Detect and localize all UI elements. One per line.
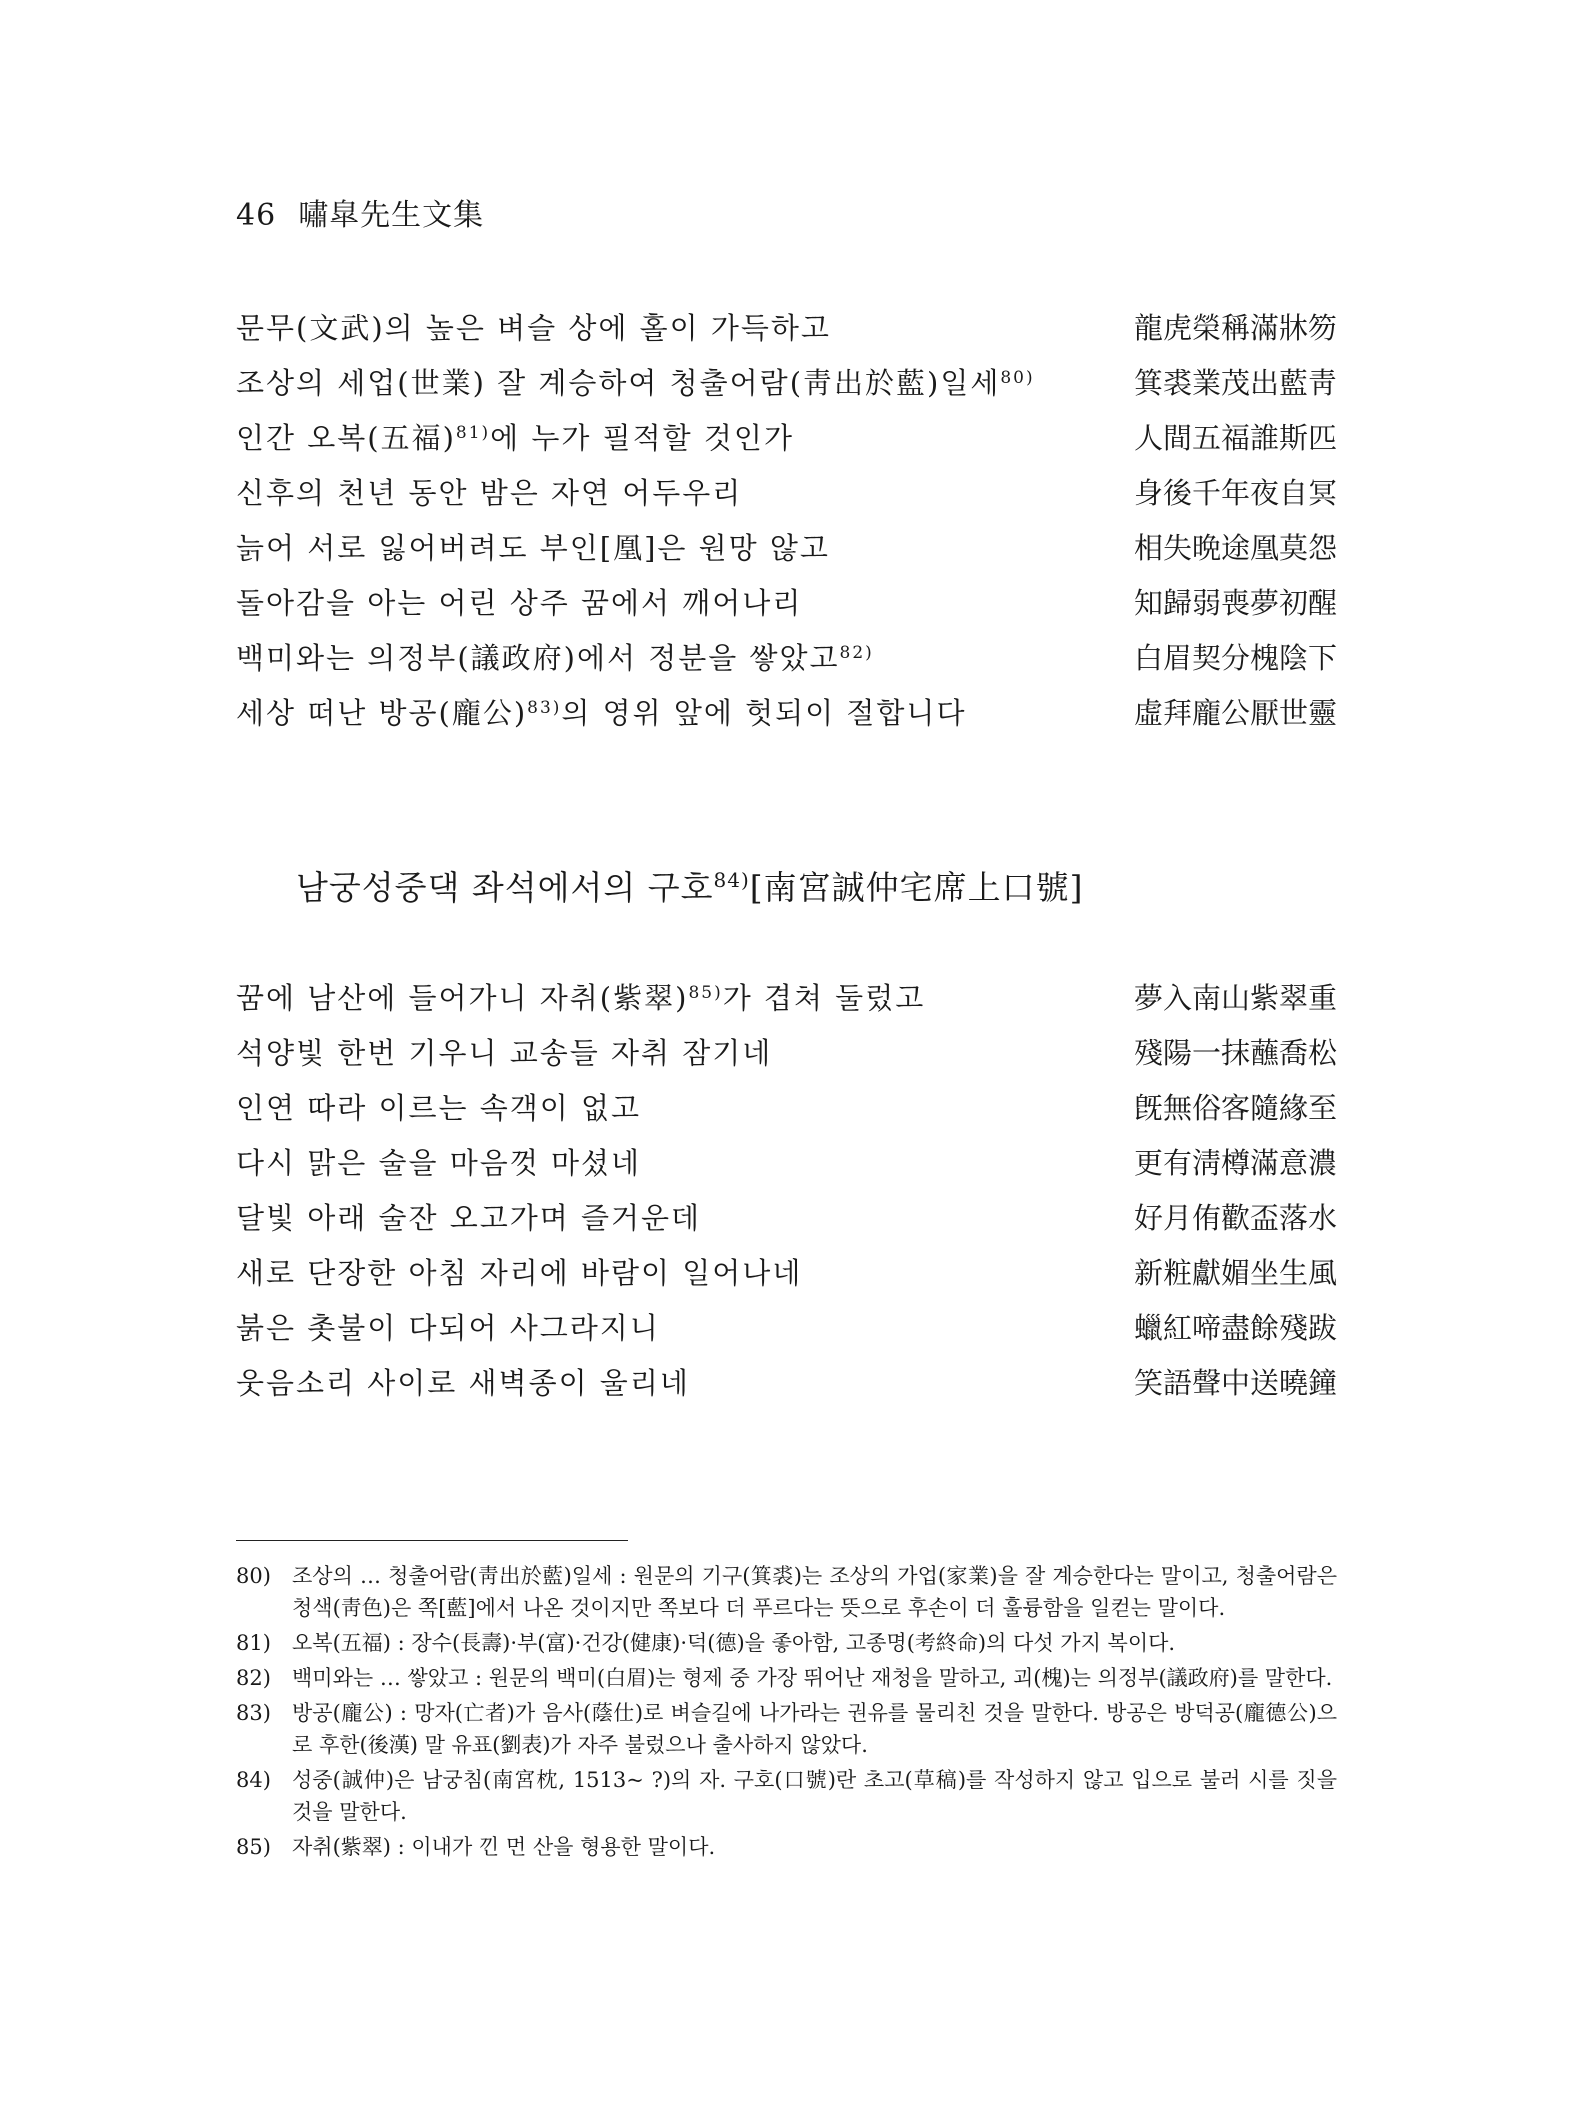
korean-translation: 문무(文武)의 높은 벼슬 상에 홀이 가득하고 (236, 311, 831, 345)
korean-text: 꿈에 남산에 들어가니 자취(紫翠) (236, 981, 689, 1015)
korean-text-continued: 가 겹쳐 둘렀고 (722, 981, 926, 1015)
footnote (236, 1627, 1337, 1659)
chinese-original: 相失晩途凰莫怨 (1133, 531, 1337, 565)
chinese-original: 好月侑歡盃落水 (1133, 1201, 1337, 1235)
poem-2-title (296, 862, 1084, 909)
footnote (236, 1662, 1337, 1694)
poem-line (236, 471, 1337, 526)
korean-translation: 다시 맑은 술을 마음껏 마셨네 (236, 1146, 642, 1180)
poem-1 (236, 306, 1337, 746)
poem-line (236, 306, 1337, 361)
korean-translation (236, 636, 874, 677)
chinese-original: 夢入南山紫翠重 (1133, 981, 1337, 1015)
title-korean: 남궁성중댁 좌석에서의 구호 (296, 868, 714, 907)
footnote-ref[interactable]: 83) (527, 698, 562, 718)
title-chinese: [南宮誠仲宅席上口號] (749, 868, 1084, 907)
page-number: 46 (236, 198, 277, 233)
footnote-text: 방공(龐公) : 망자(亡者)가 음사(蔭仕)로 벼슬길에 나가라는 권유를 물리친 것을 말한다. 방공은 방덕공(龐德公)으로 후한(後漢) 말 유표(劉表)가 자주 불렀으나 출사하지 않았다. (292, 1701, 1337, 1757)
footnote-number: 81) (236, 1631, 271, 1655)
poem-line (236, 636, 1337, 691)
footnote-number: 82) (236, 1666, 271, 1690)
chinese-original: 白眉契分槐陰下 (1133, 641, 1337, 675)
poem-2 (236, 976, 1337, 1416)
poem-line (236, 1031, 1337, 1086)
footnote (236, 1831, 1337, 1863)
footnote-number: 85) (236, 1835, 271, 1859)
poem-line (236, 1141, 1337, 1196)
korean-translation: 달빛 아래 술잔 오고가며 즐거운데 (236, 1201, 702, 1235)
korean-translation: 신후의 천년 동안 밤은 자연 어두우리 (236, 476, 743, 510)
korean-text-continued: 의 영위 앞에 헛되이 절합니다 (561, 696, 967, 730)
chinese-original: 旣無俗客隨緣至 (1133, 1091, 1337, 1125)
footnote-ref[interactable]: 85) (688, 983, 723, 1003)
korean-translation (236, 416, 794, 457)
chinese-original: 知歸弱喪夢初醒 (1133, 586, 1337, 620)
poem-line (236, 976, 1337, 1031)
korean-translation: 웃음소리 사이로 새벽종이 울리네 (236, 1366, 690, 1400)
footnotes (236, 1560, 1337, 1866)
chinese-original: 虛拜龐公厭世靈 (1133, 696, 1337, 730)
footnote-number: 84) (236, 1768, 271, 1792)
book-title: 嘯皐先生文集 (298, 198, 485, 233)
footnote-text: 백미와는 … 쌓았고 : 원문의 백미(白眉)는 형제 중 가장 뛰어난 재청을 말하고, 괴(槐)는 의정부(議政府)를 말한다. (292, 1666, 1333, 1690)
poem-line (236, 691, 1337, 746)
poem-line (236, 1086, 1337, 1141)
korean-text: 조상의 세업(世業) 잘 계승하여 청출어람(靑出於藍)일세 (236, 366, 1001, 400)
korean-translation: 새로 단장한 아침 자리에 바람이 일어나네 (236, 1256, 803, 1290)
footnote-ref[interactable]: 81) (455, 423, 491, 443)
chinese-original: 更有淸樽滿意濃 (1133, 1146, 1337, 1180)
footnote-ref[interactable]: 84) (713, 868, 750, 892)
footnote (236, 1560, 1337, 1624)
chinese-original: 殘陽一抹蘸喬松 (1133, 1036, 1337, 1070)
korean-translation: 늙어 서로 잃어버려도 부인[凰]은 원망 않고 (236, 531, 830, 565)
footnote (236, 1697, 1337, 1761)
footnote-number: 80) (236, 1564, 271, 1588)
poem-line (236, 416, 1337, 471)
footnote-number: 83) (236, 1701, 271, 1725)
poem-line (236, 1251, 1337, 1306)
poem-line (236, 1306, 1337, 1361)
korean-translation: 돌아감을 아는 어린 상주 꿈에서 깨어나리 (236, 586, 803, 620)
footnote-ref[interactable]: 80) (1000, 368, 1035, 388)
korean-text: 세상 떠난 방공(龐公) (236, 696, 528, 730)
footnote-text: 자취(紫翠) : 이내가 낀 먼 산을 형용한 말이다. (292, 1835, 716, 1859)
chinese-original: 龍虎榮稱滿牀笏 (1133, 311, 1337, 345)
running-header (236, 190, 484, 234)
korean-translation (236, 361, 1035, 402)
poem-line (236, 1361, 1337, 1416)
poem-line (236, 581, 1337, 636)
chinese-original: 身後千年夜自冥 (1133, 476, 1337, 510)
poem-line (236, 526, 1337, 581)
korean-translation (236, 976, 925, 1017)
footnote-ref[interactable]: 82) (839, 643, 874, 663)
korean-translation: 석양빛 한번 기우니 교송들 자취 잠기네 (236, 1036, 773, 1070)
korean-translation (236, 691, 966, 732)
korean-text: 백미와는 의정부(議政府)에서 정분을 쌓았고 (236, 641, 840, 675)
chinese-original: 人間五福誰斯匹 (1133, 421, 1337, 455)
footnote-text: 조상의 … 청출어람(靑出於藍)일세 : 원문의 기구(箕裘)는 조상의 가업(家業)을 잘 계승한다는 말이고, 청출어람은 청색(靑色)은 쪽[藍]에서 나온 것이지만 쪽보다 더 푸르다는 뜻으로 후손이 더 훌륭함을 일컫는 말이다. (292, 1564, 1337, 1620)
chinese-original: 蠟紅啼盡餘殘跋 (1133, 1311, 1337, 1345)
footnote-text: 성중(誠仲)은 남궁침(南宮枕, 1513~ ?)의 자. 구호(口號)란 초고(草稿)를 작성하지 않고 입으로 불러 시를 짓을 것을 말한다. (292, 1768, 1337, 1824)
footnote-divider (236, 1540, 628, 1541)
footnote-text: 오복(五福) : 장수(長壽)·부(富)·건강(健康)·덕(德)을 좋아함, 고종명(考終命)의 다섯 가지 복이다. (292, 1631, 1176, 1655)
korean-translation: 인연 따라 이르는 속객이 없고 (236, 1091, 642, 1125)
korean-text: 인간 오복(五福) (236, 421, 456, 455)
chinese-original: 新粧獻媚坐生風 (1133, 1256, 1337, 1290)
footnote (236, 1764, 1337, 1828)
korean-text-continued: 에 누가 필적할 것인가 (490, 421, 794, 455)
chinese-original: 笑語聲中送曉鐘 (1133, 1366, 1337, 1400)
poem-line (236, 361, 1337, 416)
chinese-original: 箕裘業茂出藍靑 (1133, 366, 1337, 400)
korean-translation: 붉은 촛불이 다되어 사그라지니 (236, 1311, 660, 1345)
poem-line (236, 1196, 1337, 1251)
